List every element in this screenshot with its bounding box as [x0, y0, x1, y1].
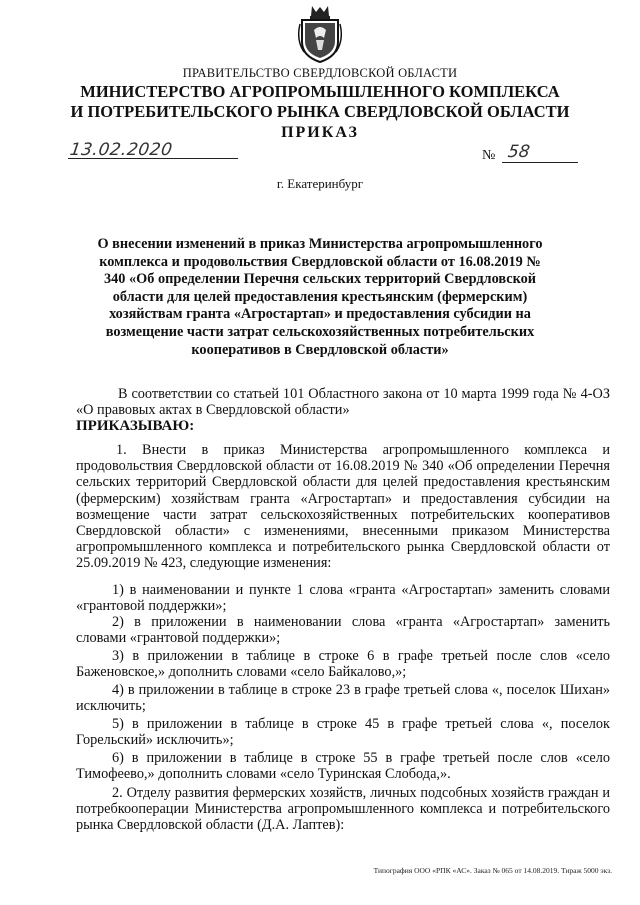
order-number: 58: [506, 142, 532, 162]
government-title: ПРАВИТЕЛЬСТВО СВЕРДЛОВСКОЙ ОБЛАСТИ: [182, 66, 458, 80]
list-item: 3) в приложении в таблице в строке 6 в графе третьей после слов «село Баженовское,» дополнить словами «село Байкалово,»;: [76, 648, 610, 681]
list-item: 6) в приложении в таблице в строке 55 в графе третьей после слов «село Тимофеево,» дополнить словами «село Туринская Слобода,».: [76, 750, 610, 783]
ministry-name: [0, 82, 640, 122]
list-item: 4) в приложении в таблице в строке 23 в графе третьей слова «, поселок Шихан» исключить;: [76, 682, 610, 715]
list-item: 5) в приложении в таблице в строке 45 в графе третьей слова «, поселок Горельский» исключить»;: [76, 716, 610, 749]
list-item: 1) в наименовании и пункте 1 слова «гранта «Агростартап» заменить словами «грантовой поддержки»;: [76, 582, 610, 615]
number-underline: [502, 162, 578, 163]
city: г. Екатеринбург: [276, 176, 364, 191]
ministry-name-line2: И ПОТРЕБИТЕЛЬСКОГО РЫНКА СВЕРДЛОВСКОЙ ОБЛАСТИ: [70, 102, 570, 121]
ministry-name-line1: МИНИСТЕРСТВО АГРОПРОМЫШЛЕННОГО КОМПЛЕКСА: [80, 82, 560, 101]
order-subject: О внесении изменений в приказ Министерства агропромышленного комплекса и продовольствия Свердловской области от 16.08.2019 № 340 «Об определении Перечня сельских территорий Свердловской области для целей предоставления крестьянским (фермерским) хозяйствам гранта «Агростартап» и предоставления субсидии на возмещение части затрат сельскохозяйственных потребительских кооперативов в Свердловской области»: [97, 236, 543, 358]
list-item: 2) в приложении в наименовании слова «гранта «Агростартап» заменить словами «грантовой поддержки»;: [76, 614, 610, 647]
order-date: 13.02.2020: [68, 140, 174, 160]
document-type: ПРИКАЗ: [281, 124, 359, 141]
number-label: №: [482, 148, 496, 163]
point-2: 2. Отделу развития фермерских хозяйств, личных подсобных хозяйств граждан и потребкооперации Министерства агропромышленного комплекса и потребительского рынка Свердловской области (Д.А. Лаптев):: [76, 785, 610, 834]
print-imprint: Типография ООО «РПК «АС». Заказ № 065 от 14.08.2019. Тираж 5000 экз.: [373, 866, 612, 875]
preamble: В соответствии со статьей 101 Областного закона от 10 марта 1999 года № 4-ОЗ «О правовых актах в Свердловской области»: [76, 386, 610, 419]
command-heading: ПРИКАЗЫВАЮ:: [76, 418, 195, 434]
point-1: 1. Внести в приказ Министерства агропромышленного комплекса и продовольствия Свердловской области от 16.08.2019 № 340 «Об определении Перечня сельских территорий Свердловской области для целей предоставления крестьянским (фермерским) хозяйствам гранта «Агростартап» и предоставления субсидии на возмещение части затрат сельскохозяйственных потребительских кооперативов Свердловской области» с изменениями, внесенными приказом Министерства агропромышленного комплекса и потребительского рынка Свердловской области от 25.09.2019 № 423, следующие изменения:: [76, 442, 610, 572]
coat-of-arms-emblem: [296, 4, 344, 64]
date-underline: [68, 158, 238, 159]
